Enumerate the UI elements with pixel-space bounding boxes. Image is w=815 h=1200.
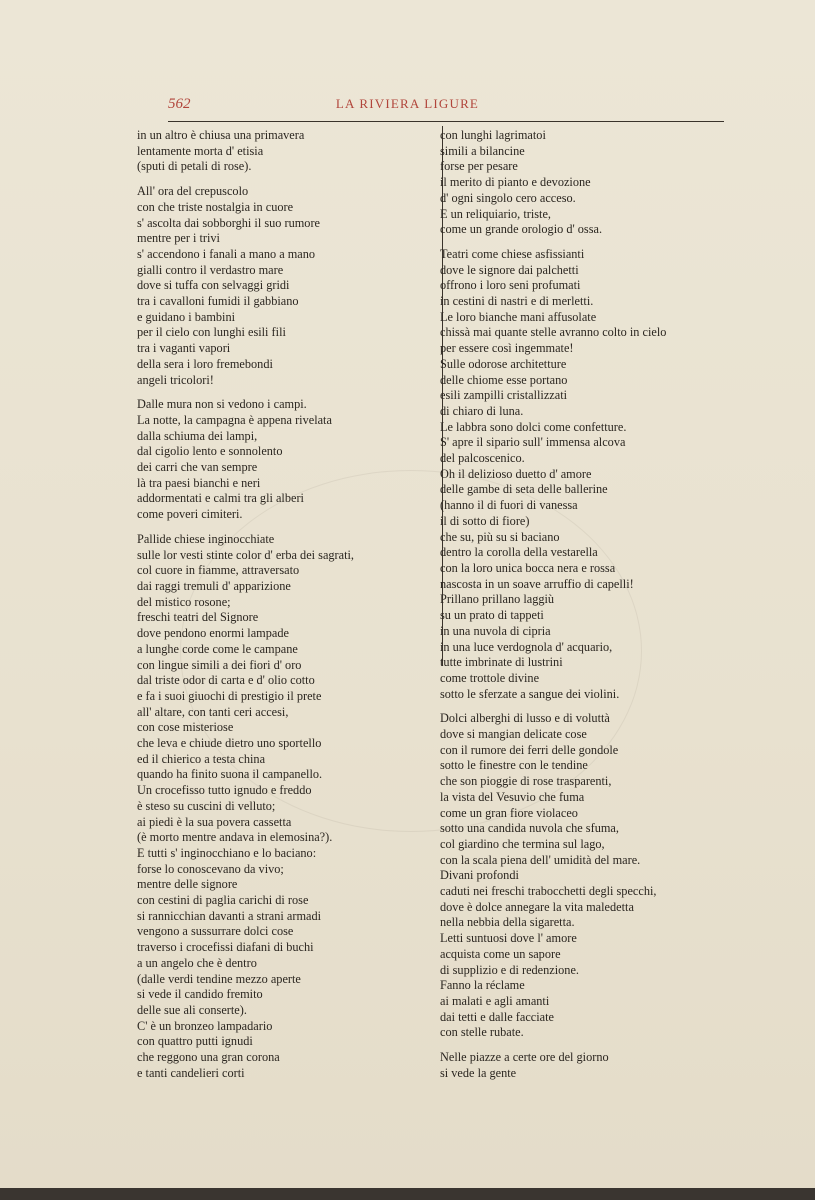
verse-line: là tra paesi bianchi e neri xyxy=(137,475,261,490)
verse-line: che reggono una gran corona xyxy=(137,1050,280,1065)
verse-line: offrono i loro seni profumati xyxy=(440,278,581,293)
verse-line: in una nuvola di cipria xyxy=(440,623,551,638)
verse-line: che son pioggie di rose trasparenti, xyxy=(440,774,612,789)
verse-line: dentro la corolla della vestarella xyxy=(440,545,598,560)
verse-line: dal triste odor di carta e d' olio cotto xyxy=(137,673,315,688)
verse-line: come trottole divine xyxy=(440,670,540,685)
verse-line: C' è un bronzeo lampadario xyxy=(137,1018,273,1033)
stanza xyxy=(440,247,720,702)
verse-line: La notte, la campagna è appena rivelata xyxy=(137,412,332,427)
verse-line: chissà mai quante stelle avranno colto in cielo xyxy=(440,325,667,340)
verse-line: a un angelo che è dentro xyxy=(137,955,257,970)
verse-line: del mistico rosone; xyxy=(137,594,231,609)
header-rule xyxy=(168,121,724,122)
verse-line: in una luce verdognola d' acquario, xyxy=(440,639,613,654)
verse-line: con lunghi lagrimatoi xyxy=(440,128,546,142)
verse-line: come un gran fiore violaceo xyxy=(440,805,578,820)
left-column xyxy=(137,128,429,1090)
verse-line: d' ogni singolo cero acceso. xyxy=(440,190,576,205)
verse-line: tutte imbrinate di lustrini xyxy=(440,655,563,670)
verse-line: All' ora del crepuscolo xyxy=(137,184,249,199)
verse-line: simili a bilancine xyxy=(440,143,525,158)
verse-line: mentre delle signore xyxy=(137,877,238,892)
verse-line: con la scala piena dell' umidità del mare. xyxy=(440,852,641,867)
page-number: 562 xyxy=(168,96,191,112)
verse-line: Un crocefisso tutto ignudo e freddo xyxy=(137,783,312,798)
verse-line: con il rumore dei ferri delle gondole xyxy=(440,742,619,757)
stanza xyxy=(137,184,429,388)
verse-line: all' altare, con tanti ceri accesi, xyxy=(137,704,289,719)
verse-line: delle chiome esse portano xyxy=(440,372,568,387)
verse-line: la vista del Vesuvio che fuma xyxy=(440,789,585,804)
verse-line: Nelle piazze a certe ore del giorno xyxy=(440,1050,609,1065)
verse-line: S' apre il sipario sull' immensa alcova xyxy=(440,435,626,450)
verse-line: con lingue simili a dei fiori d' oro xyxy=(137,657,302,672)
stanza xyxy=(440,128,720,238)
stanza xyxy=(137,128,429,175)
verse-line: Teatri come chiese asfissianti xyxy=(440,246,585,261)
verse-line: sulle lor vesti stinte color d' erba dei sagrati, xyxy=(137,547,355,562)
verse-line: Fanno la réclame xyxy=(440,978,525,993)
scan-bottom-edge xyxy=(0,1188,815,1200)
verse-line: mentre per i trivi xyxy=(137,231,220,246)
verse-line: Sulle odorose architetture xyxy=(440,356,567,371)
verse-line: nascosta in un soave arruffio di capelli! xyxy=(440,576,634,591)
verse-line: ed il chierico a testa china xyxy=(137,751,266,766)
verse-line: in cestini di nastri e di merletti. xyxy=(440,294,594,309)
verse-line: dei carri che van sempre xyxy=(137,460,258,475)
verse-line: e guidano i bambini xyxy=(137,309,236,324)
stanza xyxy=(137,397,429,523)
verse-line: di supplizio e di redenzione. xyxy=(440,962,579,977)
verse-line: e tanti candelieri corti xyxy=(137,1065,245,1080)
page-header xyxy=(0,94,815,118)
verse-line: con la loro unica bocca nera e rossa xyxy=(440,560,616,575)
verse-line: per il cielo con lunghi esili fili xyxy=(137,325,286,340)
verse-line: con stelle rubate. xyxy=(440,1025,524,1040)
verse-line: su un prato di tappeti xyxy=(440,608,544,623)
verse-line: Prillano prillano laggiù xyxy=(440,592,555,607)
verse-line: caduti nei freschi trabocchetti degli specchi, xyxy=(440,884,657,899)
verse-line: E un reliquiario, triste, xyxy=(440,206,551,221)
verse-line: Pallide chiese inginocchiate xyxy=(137,531,275,546)
verse-line: s' ascolta dai sobborghi il suo rumore xyxy=(137,215,321,230)
verse-line: con che triste nostalgia in cuore xyxy=(137,199,294,214)
stanza xyxy=(137,532,429,1082)
verse-line: che leva e chiude dietro uno sportello xyxy=(137,736,322,751)
verse-line: delle gambe di seta delle ballerine xyxy=(440,482,608,497)
verse-line: col cuore in fiamme, attraversato xyxy=(137,563,300,578)
verse-line: e fa i suoi giuochi di prestigio il prete xyxy=(137,688,322,703)
verse-line: traverso i crocefissi diafani di buchi xyxy=(137,940,314,955)
verse-line: come poveri cimiteri. xyxy=(137,507,243,522)
stanza xyxy=(440,711,720,1041)
verse-line: Le loro bianche mani affusolate xyxy=(440,309,597,324)
verse-line: di chiaro di luna. xyxy=(440,403,524,418)
verse-line: gialli contro il verdastro mare xyxy=(137,262,284,277)
verse-line: si rannicchian davanti a strani armadi xyxy=(137,908,322,923)
verse-line: col giardino che termina sul lago, xyxy=(440,836,605,851)
verse-line: ai malati e agli amanti xyxy=(440,993,550,1008)
verse-line: sotto le sferzate a sangue dei violini. xyxy=(440,686,620,701)
verse-line: dove pendono enormi lampade xyxy=(137,626,289,641)
verse-line: del palcoscenico. xyxy=(440,451,525,466)
verse-line: nella nebbia della sigaretta. xyxy=(440,915,575,930)
verse-line: ai piedi è la sua povera cassetta xyxy=(137,814,292,829)
verse-line: angeli tricolori! xyxy=(137,372,214,387)
verse-line: freschi teatri del Signore xyxy=(137,610,259,625)
verse-line: acquista come un sapore xyxy=(440,946,561,961)
verse-line: per essere così ingemmate! xyxy=(440,341,574,356)
verse-line: della sera i loro fremebondi xyxy=(137,356,273,371)
verse-line: forse lo conoscevano da vivo; xyxy=(137,861,284,876)
verse-line: con quattro putti ignudi xyxy=(137,1034,253,1049)
verse-line: si vede la gente xyxy=(440,1065,517,1080)
verse-line: dai tetti e dalle facciate xyxy=(440,1009,555,1024)
verse-line: con cose misteriose xyxy=(137,720,234,735)
verse-line: Oh il delizioso duetto d' amore xyxy=(440,466,592,481)
verse-line: dove si mangian delicate cose xyxy=(440,727,587,742)
verse-line: lentamente morta d' etisia xyxy=(137,143,264,158)
verse-line: Letti suntuosi dove l' amore xyxy=(440,931,577,946)
verse-line: con cestini di paglia carichi di rose xyxy=(137,893,309,908)
verse-line: il di sotto di fiore) xyxy=(440,513,530,528)
verse-line: (sputi di petali di rose). xyxy=(137,159,252,174)
verse-line: addormentati e calmi tra gli alberi xyxy=(137,491,304,506)
running-title: LA RIVIERA LIGURE xyxy=(335,96,480,111)
verse-line: Dalle mura non si vedono i campi. xyxy=(137,397,307,412)
verse-line: sotto una candida nuvola che sfuma, xyxy=(440,821,619,836)
verse-line: dai raggi tremuli d' apparizione xyxy=(137,578,291,593)
verse-line: quando ha finito suona il campanello. xyxy=(137,767,323,782)
verse-line: si vede il candido fremito xyxy=(137,987,263,1002)
verse-line: Dolci alberghi di lusso e di voluttà xyxy=(440,711,610,726)
verse-line: in un altro è chiusa una primavera xyxy=(137,128,305,142)
verse-line: (hanno il di fuori di vanessa xyxy=(440,498,578,513)
verse-line: E tutti s' inginocchiano e lo baciano: xyxy=(137,845,317,860)
stanza xyxy=(440,1050,720,1081)
verse-line: dove si tuffa con selvaggi gridi xyxy=(137,278,290,293)
verse-line: (è morto mentre andava in elemosina?). xyxy=(137,830,333,845)
verse-line: esili zampilli cristallizzati xyxy=(440,388,568,403)
verse-line: dal cigolio lento e sonnolento xyxy=(137,444,283,459)
verse-line: come un grande orologio d' ossa. xyxy=(440,222,603,237)
verse-line: a lunghe corde come le campane xyxy=(137,641,298,656)
verse-line: sotto le finestre con le tendine xyxy=(440,758,588,773)
verse-line: delle sue ali conserte). xyxy=(137,1002,247,1017)
verse-line: che su, più su si baciano xyxy=(440,529,560,544)
verse-line: forse per pesare xyxy=(440,159,518,174)
verse-line: (dalle verdi tendine mezzo aperte xyxy=(137,971,301,986)
verse-line: dove è dolce annegare la vita maledetta xyxy=(440,899,634,914)
verse-line: il merito di pianto e devozione xyxy=(440,175,591,190)
verse-line: Divani profondi xyxy=(440,868,519,883)
verse-line: Le labbra sono dolci come confetture. xyxy=(440,419,627,434)
verse-line: dove le signore dai palchetti xyxy=(440,262,579,277)
verse-line: tra i cavalloni fumidi il gabbiano xyxy=(137,294,299,309)
verse-line: vengono a sussurrare dolci cose xyxy=(137,924,294,939)
verse-line: è steso su cuscini di velluto; xyxy=(137,798,276,813)
verse-line: s' accendono i fanali a mano a mano xyxy=(137,246,316,261)
verse-line: dalla schiuma dei lampi, xyxy=(137,428,258,443)
right-column xyxy=(440,128,720,1090)
verse-line: tra i vaganti vapori xyxy=(137,341,231,356)
